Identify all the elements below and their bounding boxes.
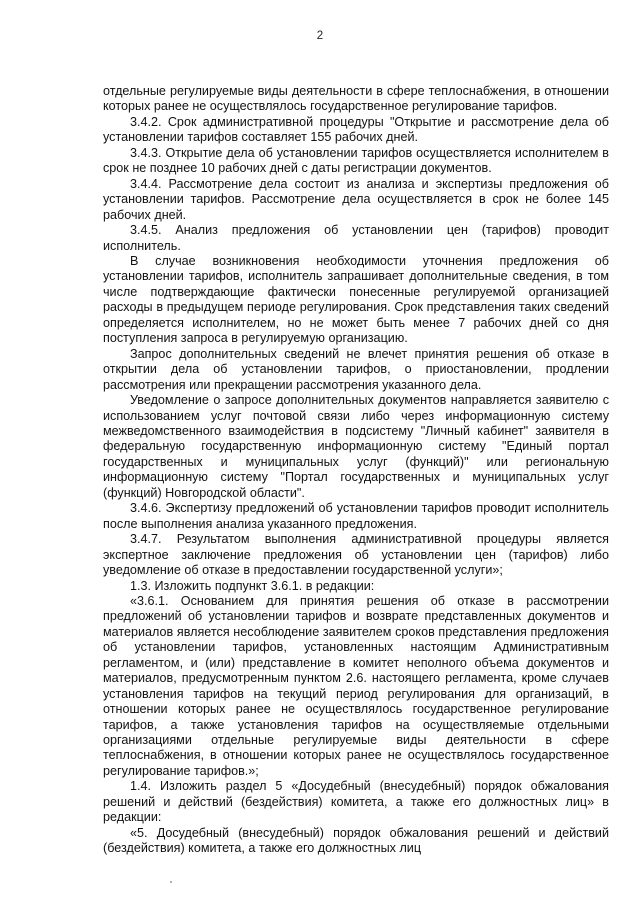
paragraph-3-4-4: 3.4.4. Рассмотрение дела состоит из анализа и экспертизы предложения об установлении тарифов. Рассмотрение дела осуществляется в срок не более 145 рабочих дней. [103,176,609,222]
page-number: 2 [316,30,324,42]
paragraph-1-4: 1.4. Изложить раздел 5 «Досудебный (внесудебный) порядок обжалования решений и действий (бездействия) комитета, а также его должностных лиц» в редакции: [103,779,609,825]
paragraph-notification: Уведомление о запросе дополнительных документов направляется заявителю с использованием услуг почтовой связи либо через информационную систему межведомственного взаимодействия в подсистему "Личный кабинет" заявителя в федеральную государственную информационную систему "Единый портал государственных и муниципальных услуг (функций)" или региональную информационную систему "Портал государственных и муниципальных услуг (функций) Новгородской области". [103,393,609,500]
paragraph-3-4-6: 3.4.6. Экспертизу предложений об установлении тарифов проводит исполнитель после выполнения анализа указанного предложения. [103,501,609,531]
paragraph-3-4-3: 3.4.3. Открытие дела об установлении тарифов осуществляется исполнителем в срок не позднее 10 рабочих дней с даты регистрации документов. [103,145,609,176]
document-body [103,84,609,857]
paragraph-3-6-1: «3.6.1. Основанием для принятия решения об отказе в рассмотрении предложений об установлении тарифов и возврате представленных документов и материалов является несоблюдение заявителем сроков представления предложения об установлении тарифов, установленных настоящим Административным регламентом, и (или) представление в комитет неполного объема документов и материалов, предусмотренным пунктом 2.6. настоящего регламента, кроме случаев установления тарифов на текущий период регулирования для организаций, в отношении которых ранее не осуществлялось государственное регулирование тарифов, а также установления тарифов на осуществляемые отдельными организациями отдельные регулируемые виды деятельности в сфере теплоснабжения, в отношении которых ранее не осуществлялось государственное регулирование тарифов.»; [103,593,609,778]
scan-speck [170,881,172,883]
paragraph-3-4-2: 3.4.2. Срок административной процедуры "Открытие и рассмотрение дела об установлении тарифов составляет 155 рабочих дней. [103,114,609,145]
paragraph-section-5: «5. Досудебный (внесудебный) порядок обжалования решений и действий (бездействия) комитета, а также его должностных лиц [103,825,609,856]
paragraph-3-4-5: 3.4.5. Анализ предложения об установлении цен (тарифов) проводит исполнитель. [103,223,609,253]
paragraph-additional-info: В случае возникновения необходимости уточнения предложения об установлении тарифов, исполнитель запрашивает дополнительные сведения, в том числе подтверждающие фактически понесенные регулируемой организацией расходы в предыдущем периоде регулирования. Срок представления таких сведений определяется исполнителем, но не может быть менее 7 рабочих дней со дня поступления запроса в регулируемую организацию. [103,253,609,346]
paragraph-3-4-7: 3.4.7. Результатом выполнения административной процедуры является экспертное заключение предложения об установлении цен (тарифов) либо уведомление об отказе в предоставлении государственной услуги»; [103,532,609,578]
paragraph-continuation: отдельные регулируемые виды деятельности в сфере теплоснабжения, в отношении которых ранее не осуществлялось государственное регулирование тарифов. [103,84,609,114]
paragraph-request: Запрос дополнительных сведений не влечет принятия решения об отказе в открытии дела об установлении тарифов, о приостановлении, продлении рассмотрения или прекращении рассмотрения указанного дела. [103,346,609,392]
paragraph-1-3: 1.3. Изложить подпункт 3.6.1. в редакции: [130,578,375,593]
